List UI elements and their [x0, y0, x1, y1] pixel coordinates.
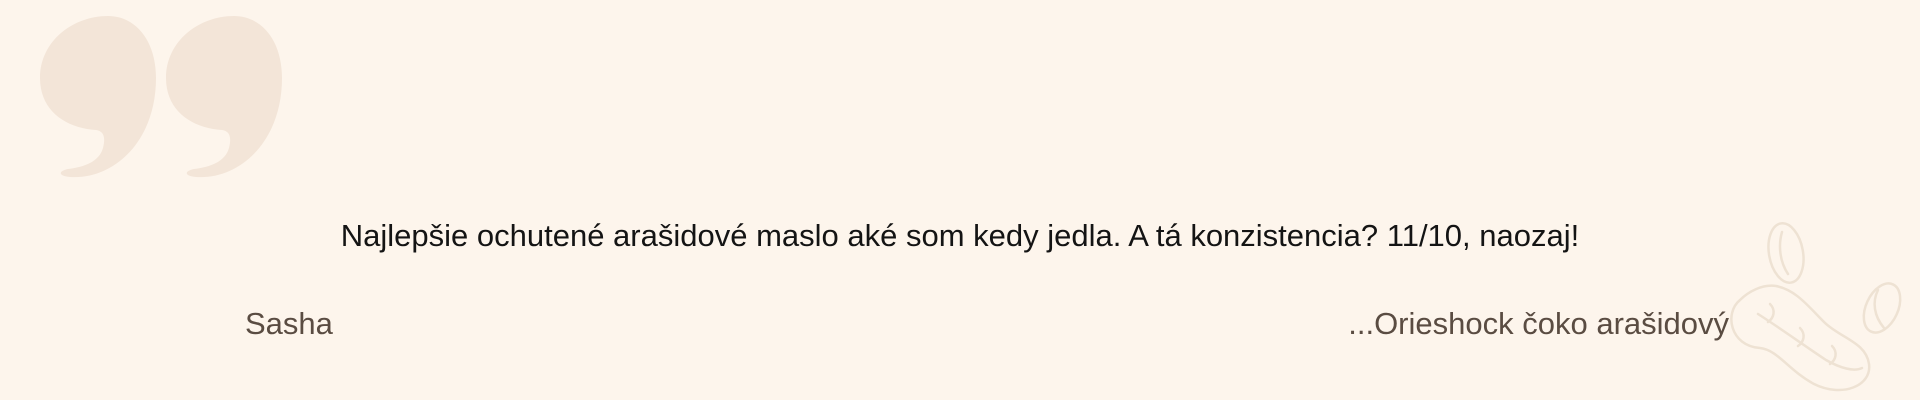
quote-mark-icon: [38, 16, 288, 180]
testimonial-quote: Najlepšie ochutené arašidové maslo aké som kedy jedla. A tá konzistencia? 11/10, naozaj!: [340, 218, 1580, 253]
product-link[interactable]: ...Orieshock čoko arašidový: [1348, 306, 1729, 341]
testimonial-author: Sasha: [245, 306, 333, 341]
